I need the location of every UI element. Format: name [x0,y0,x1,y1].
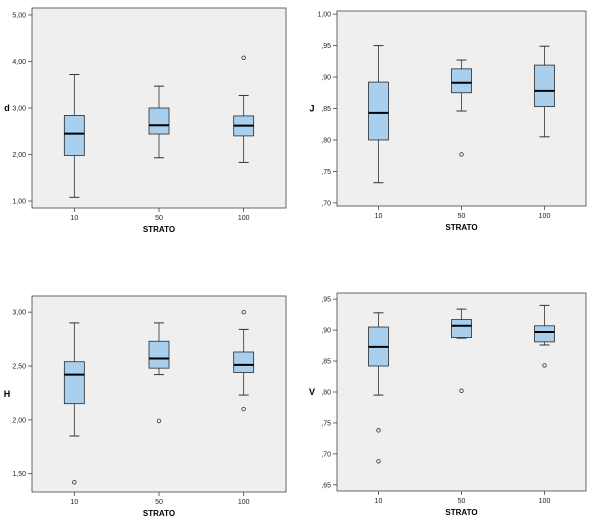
y-tick-label: 2,00 [12,152,26,160]
x-axis-label: STRATO [142,509,176,518]
box-iqr [234,352,254,372]
y-tick-label: 1,00 [317,11,331,19]
y-tick-label: ,80 [321,137,331,145]
box-iqr [452,320,472,338]
y-tick-label: ,70 [321,451,331,459]
y-tick-label: ,75 [321,420,331,428]
y-tick-label: 4,00 [12,58,26,66]
x-tick-label: 10 [374,213,383,220]
x-tick-label: 100 [237,499,250,506]
y-tick-label: ,90 [321,74,331,82]
y-tick-label: 1,00 [12,198,26,206]
y-tick-label: ,95 [321,43,331,51]
box-iqr [535,326,555,342]
y-axis-label: J [309,103,315,114]
boxplot-d [0,0,297,262]
x-axis-label: STRATO [445,508,478,517]
y-axis-label: d [4,103,10,113]
boxplot-v-svg [297,262,594,524]
y-tick-label: 3,00 [12,309,26,317]
y-tick-label: ,75 [321,168,331,176]
y-tick-label: ,95 [321,296,331,304]
x-axis-label: STRATO [445,223,478,232]
boxplot-v [297,262,594,524]
y-tick-label: ,80 [321,389,331,397]
y-tick-label: ,70 [321,200,331,208]
boxplot-h [0,262,297,524]
x-tick-label: 100 [237,215,250,222]
x-tick-label: 50 [457,498,466,505]
y-tick-label: ,65 [321,482,331,490]
x-tick-label: 100 [538,498,551,505]
boxplot-j [297,0,594,262]
y-tick-label: 2,00 [12,417,26,425]
box-iqr [535,65,555,107]
x-tick-label: 100 [538,213,551,220]
y-tick-label: ,85 [321,358,331,366]
x-tick-label: 10 [374,498,383,505]
x-axis-label: STRATO [142,225,176,234]
boxplot-j-svg [297,0,594,262]
x-tick-label: 10 [70,215,79,222]
x-tick-label: 50 [457,213,466,220]
y-axis-label: H [3,389,11,399]
box-iqr [369,82,389,140]
box-iqr [452,69,472,93]
y-tick-label: 1,50 [12,471,26,479]
x-tick-label: 50 [155,499,163,506]
box-iqr [64,115,84,155]
y-tick-label: 2,50 [12,363,26,371]
y-tick-label: 5,00 [12,12,26,20]
y-tick-label: ,90 [321,327,331,335]
box-iqr [64,362,84,404]
x-tick-label: 50 [155,215,163,222]
y-axis-label: V [308,387,316,397]
boxplot-d-svg [0,0,297,262]
box-iqr [149,341,169,368]
y-tick-label: 3,00 [12,105,26,113]
y-tick-label: ,85 [321,106,331,113]
box-iqr [149,108,169,134]
boxplot-h-svg [0,262,297,524]
x-tick-label: 10 [70,499,79,506]
